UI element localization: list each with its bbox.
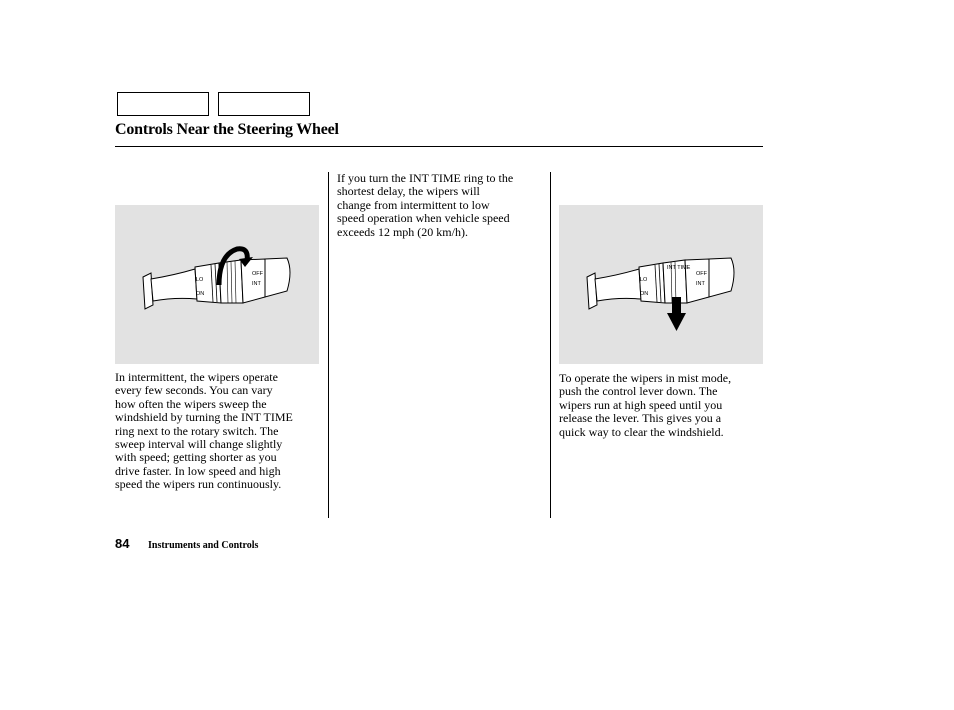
svg-text:ON: ON <box>196 291 205 297</box>
paragraph-mist: To operate the wipers in mist mode, push the control lever down. The wipers run at high speed until you release the lever. This gives you a quick way to clear the windshield. <box>559 371 732 439</box>
svg-text:INT TIME: INT TIME <box>667 265 691 271</box>
nav-tab-1[interactable] <box>117 92 209 116</box>
column-divider-right <box>550 172 551 518</box>
title-rule <box>115 146 763 147</box>
paragraph-intermittent: In intermittent, the wipers operate every few seconds. You can vary how often the wipers sweep the windshield by turning the INT TIME ring next to the rotary switch. The sweep interval will change slightly with speed; getting shorter as you drive faster. In low speed and high speed the wipers run continuously. <box>115 370 293 492</box>
svg-text:OFF: OFF <box>696 271 707 277</box>
wiper-lever-illustration-mist <box>559 205 763 364</box>
svg-text:OFF: OFF <box>252 271 263 277</box>
svg-text:INT: INT <box>252 281 261 287</box>
svg-text:LO: LO <box>196 277 204 283</box>
wiper-lever-push-down-icon <box>559 205 763 364</box>
page-title: Controls Near the Steering Wheel <box>115 121 339 138</box>
nav-tab-2[interactable] <box>218 92 310 116</box>
svg-text:LO: LO <box>640 277 648 283</box>
svg-text:INT: INT <box>696 281 705 287</box>
section-title: Instruments and Controls <box>148 540 259 551</box>
column-divider-left <box>328 172 329 518</box>
page-number: 84 <box>115 536 130 551</box>
wiper-lever-illustration-int-time <box>115 205 319 364</box>
paragraph-int-time: If you turn the INT TIME ring to the shortest delay, the wipers will change from intermittent to low speed operation when vehicle speed exceeds 12 mph (20 km/h). <box>337 171 514 239</box>
svg-text:ON: ON <box>640 291 649 297</box>
wiper-lever-ring-icon <box>115 205 319 364</box>
